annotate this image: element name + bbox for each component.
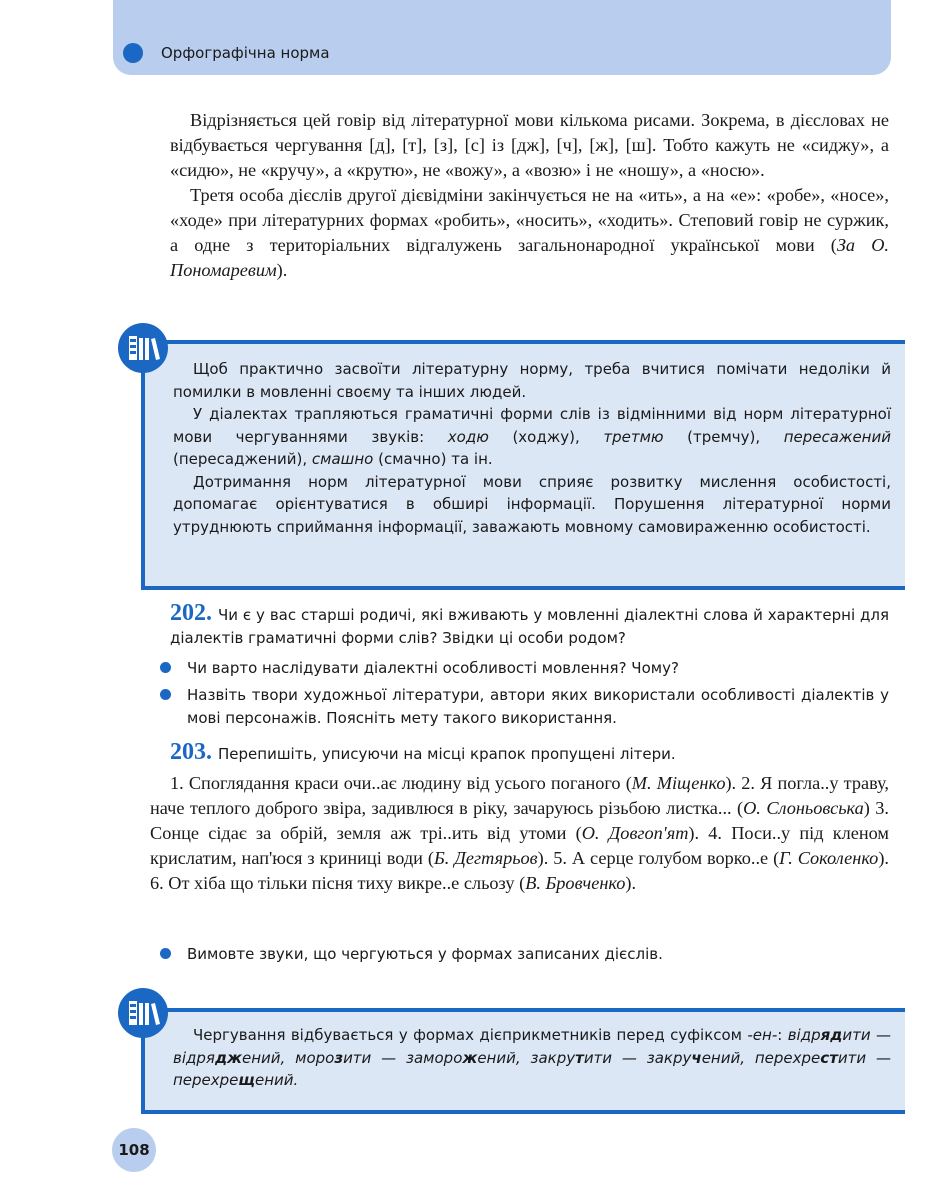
page-header	[113, 0, 891, 75]
page-number: 108	[112, 1128, 156, 1172]
bullet-icon	[160, 689, 171, 700]
rule-paragraph: Щоб практично засвоїти літературну норму, треба вчитися помічати недоліки й помилки в мовленні своєму та інших людей.	[173, 360, 891, 401]
rule-books-icon	[118, 988, 168, 1038]
rule-paragraph: Дотримання норм літературної мови сприяє розвитку мислення особистості, допомагає орієнтуватися в обширі інформації. Порушення літературної норми утруднюють сприймання інформації, заважають мовному самовираженню особистості.	[173, 472, 891, 536]
bullet-icon	[160, 948, 171, 959]
task-203: 203. Перепишіть, уписуючи на місці крапок пропущені літери.	[170, 739, 676, 765]
exercise-text: 1. Споглядання краси очи..ає людину від усього поганого (М. Міщенко). 2. Я погла..у траву, наче теплого доброго звіра, задивлюся в ріку, зачаруюсь різьбою листка... (О. Слоньовська) 3. Сонце сідає за обрій, земля аж трі..ить від утоми (О. Довгоп'ят). 4. Поси..у під кленом крислатим, нап'юся з криниці води (Б. Дегтярьов). 5. А серце голубом ворко..е (Г. Соколенко). 6. От хіба що тільки пісня тиху викре..е сльозу (В. Бровченко).	[150, 773, 890, 893]
paragraph: Третя особа дієслів другої дієвідміни закінчується не на «ить», а на «е»: «робе», «носе», «ходе» при літературних формах «робить», «носить», «ходить». Степовий говір не суржик, а одне з територіальних відгалужень загальнонародної української мови (За О. Пономаревим).	[170, 185, 889, 280]
rule-paragraph: У діалектах трапляються граматичні форми слів із відмінними від норм літературної мови чергуваннями звуків: ходю (ходжу), третмю (тремчу), пересажений (пересаджений), смашно (смачно) та ін.	[173, 405, 891, 468]
task-number: 203.	[170, 739, 212, 765]
task-number: 202.	[170, 600, 212, 626]
list-item: Назвіть твори художньої літератури, автори яких використали особливості діалектів у мові персонажів. Поясніть мету такого використання.	[160, 684, 889, 729]
section-title: Орфографічна норма	[161, 44, 330, 62]
intro-text	[170, 108, 889, 283]
list-item: Чи варто наслідувати діалектні особливості мовлення? Чому?	[160, 657, 889, 680]
rule-box	[141, 1008, 905, 1114]
rule-box	[141, 340, 905, 590]
list-item: Вимовте звуки, що чергуються у формах записаних дієслів.	[160, 943, 889, 966]
bullet-icon	[160, 662, 171, 673]
task-202: 202. Чи є у вас старші родичі, які вживають у мовленні діалектні слова й характерні для діалектів граматичні форми слів? Звідки ці особи родом?	[170, 600, 889, 647]
paragraph: Відрізняється цей говір від літературної мови кількома рисами. Зокрема, в дієсловах не відбувається чергування [д], [т], [з], [с] із [дж], [ч], [ж], [ш]. Тобто кажуть не «сиджу», а «сидю», не «кручу», а «крутю», не «вожу», а «возю» і не «ношу», а «носю».	[170, 110, 889, 180]
rule-books-icon	[118, 323, 168, 373]
source-citation: За О. Пономаревим	[170, 235, 889, 280]
header-bullet-icon	[123, 43, 143, 63]
rule-paragraph: Чергування відбувається у формах дієприкметників перед суфіксом -ен-: відрядити — відряджений, морозити — заморожений, закрутити — закручений, перехрестити — перехрещений.	[173, 1026, 891, 1089]
